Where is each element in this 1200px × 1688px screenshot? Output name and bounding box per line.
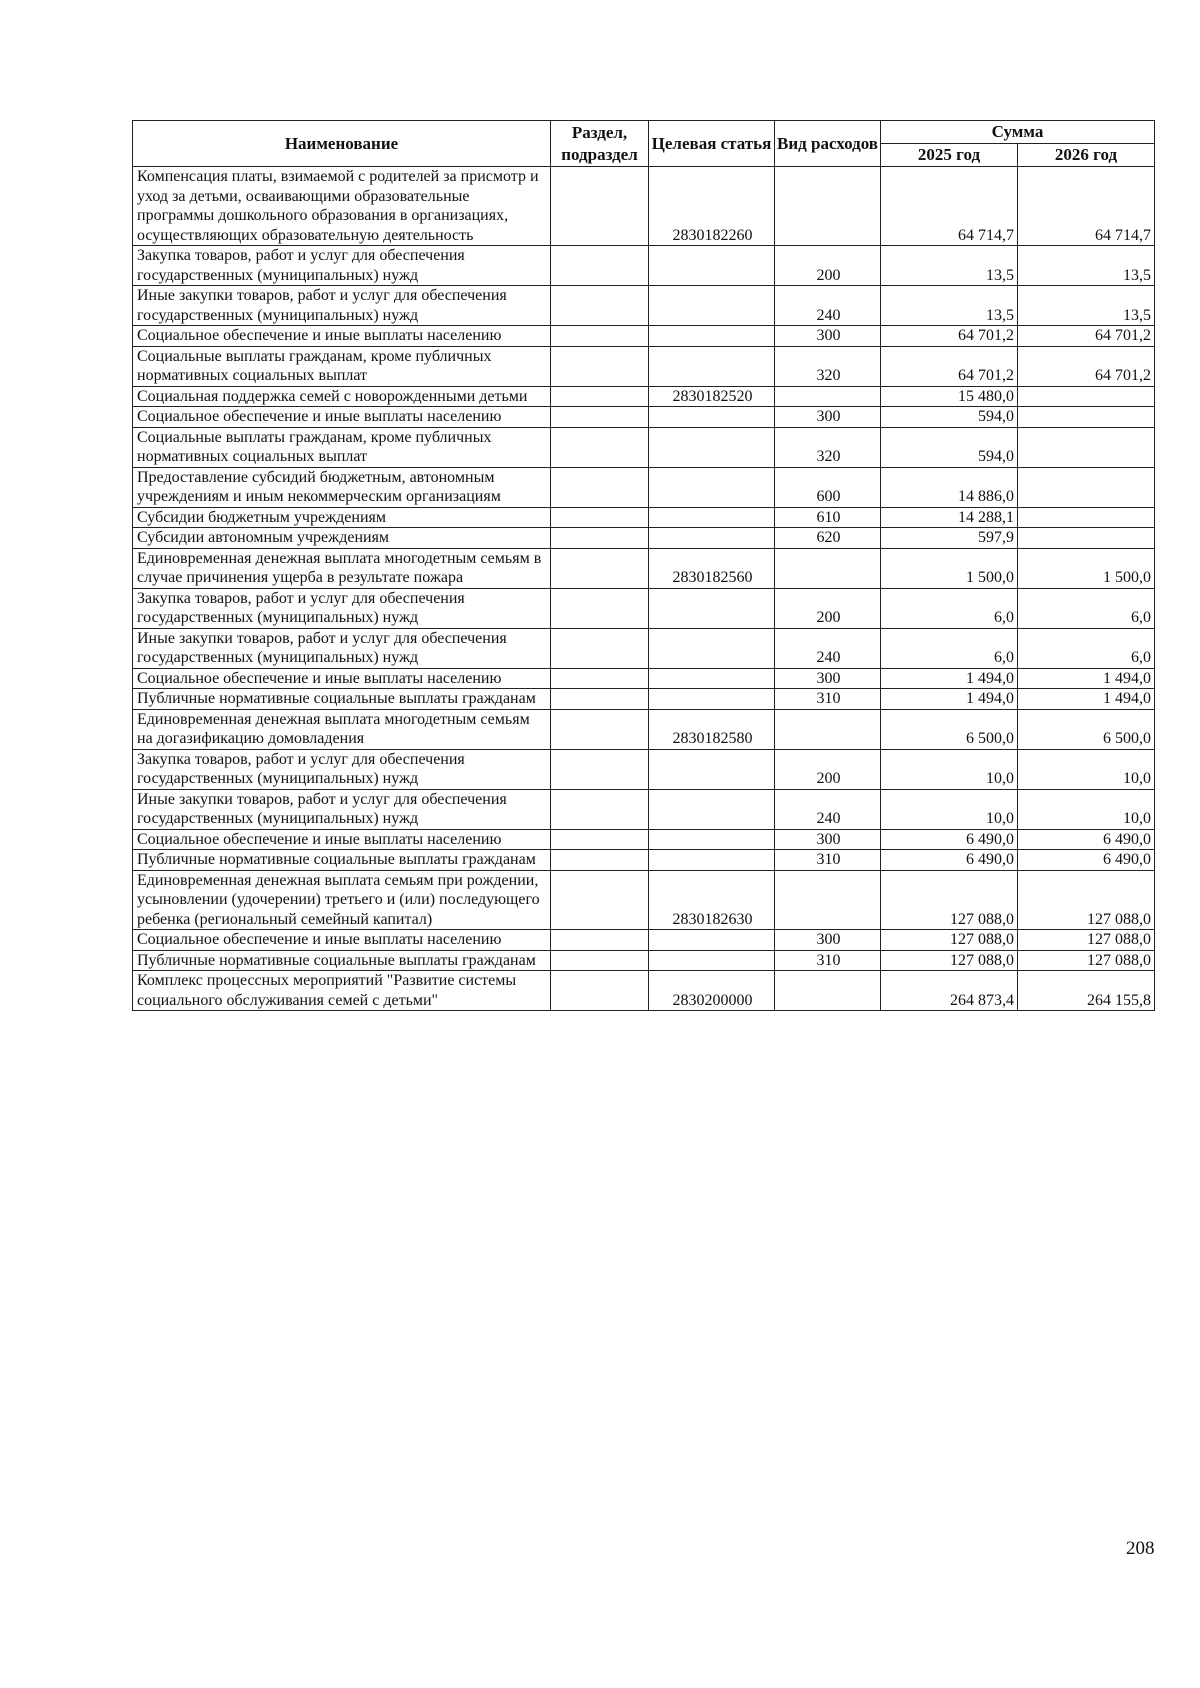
- table-row: [133, 386, 1155, 407]
- cell-2025: 127 088,0: [881, 950, 1018, 971]
- cell-name: Социальная поддержка семей с новорожденными детьми: [133, 386, 551, 407]
- cell-2025: 13,5: [881, 246, 1018, 286]
- cell-2026: 6 490,0: [1018, 829, 1155, 850]
- cell-target: [649, 689, 775, 710]
- cell-2025: 597,9: [881, 528, 1018, 549]
- cell-target: [649, 850, 775, 871]
- cell-expense-type: 600: [775, 467, 881, 507]
- cell-name: Комплекс процессных мероприятий "Развитие системы социального обслуживания семей с детьми": [133, 971, 551, 1011]
- page-number: 208: [1126, 1538, 1155, 1559]
- cell-expense-type: 240: [775, 628, 881, 668]
- table-row: [133, 507, 1155, 528]
- cell-section: [551, 548, 649, 588]
- cell-target: [649, 326, 775, 347]
- cell-section: [551, 528, 649, 549]
- table-row: [133, 246, 1155, 286]
- cell-target: [649, 528, 775, 549]
- cell-name: Социальное обеспечение и иные выплаты населению: [133, 930, 551, 951]
- cell-section: [551, 870, 649, 930]
- cell-section: [551, 407, 649, 428]
- cell-name: Социальные выплаты гражданам, кроме публичных нормативных социальных выплат: [133, 427, 551, 467]
- cell-expense-type: 300: [775, 407, 881, 428]
- cell-2026: 127 088,0: [1018, 950, 1155, 971]
- budget-table: [132, 120, 1155, 1011]
- table-row: [133, 829, 1155, 850]
- cell-2026: 6,0: [1018, 588, 1155, 628]
- cell-section: [551, 286, 649, 326]
- cell-2026: [1018, 427, 1155, 467]
- cell-target: [649, 286, 775, 326]
- cell-target: [649, 749, 775, 789]
- cell-expense-type: [775, 548, 881, 588]
- cell-2025: 127 088,0: [881, 870, 1018, 930]
- cell-name: Субсидии бюджетным учреждениям: [133, 507, 551, 528]
- cell-name: Публичные нормативные социальные выплаты гражданам: [133, 950, 551, 971]
- cell-name: Публичные нормативные социальные выплаты гражданам: [133, 689, 551, 710]
- table-row: [133, 628, 1155, 668]
- cell-name: Иные закупки товаров, работ и услуг для обеспечения государственных (муниципальных) нужд: [133, 286, 551, 326]
- table-row: [133, 689, 1155, 710]
- cell-2026: 6 490,0: [1018, 850, 1155, 871]
- cell-2025: 6 490,0: [881, 829, 1018, 850]
- cell-expense-type: [775, 709, 881, 749]
- cell-section: [551, 427, 649, 467]
- cell-target: 2830182560: [649, 548, 775, 588]
- cell-section: [551, 709, 649, 749]
- cell-2025: 10,0: [881, 749, 1018, 789]
- header-sum: Сумма: [881, 121, 1155, 144]
- cell-target: [649, 507, 775, 528]
- cell-target: [649, 467, 775, 507]
- cell-expense-type: 200: [775, 588, 881, 628]
- cell-section: [551, 167, 649, 246]
- cell-expense-type: [775, 971, 881, 1011]
- table-row: [133, 467, 1155, 507]
- cell-target: [649, 950, 775, 971]
- cell-2025: 6,0: [881, 628, 1018, 668]
- cell-expense-type: 300: [775, 326, 881, 347]
- cell-2025: 1 500,0: [881, 548, 1018, 588]
- cell-target: [649, 346, 775, 386]
- cell-name: Закупка товаров, работ и услуг для обеспечения государственных (муниципальных) нужд: [133, 749, 551, 789]
- cell-expense-type: 300: [775, 668, 881, 689]
- cell-target: [649, 930, 775, 951]
- table-row: [133, 167, 1155, 246]
- cell-2026: 64 701,2: [1018, 326, 1155, 347]
- cell-name: Социальное обеспечение и иные выплаты населению: [133, 829, 551, 850]
- cell-target: 2830200000: [649, 971, 775, 1011]
- cell-2025: 64 701,2: [881, 346, 1018, 386]
- cell-expense-type: 310: [775, 950, 881, 971]
- table-row: [133, 286, 1155, 326]
- cell-target: 2830182580: [649, 709, 775, 749]
- cell-name: Единовременная денежная выплата многодетным семьям на догазификацию домовладения: [133, 709, 551, 749]
- table-row: [133, 548, 1155, 588]
- cell-section: [551, 930, 649, 951]
- cell-expense-type: 240: [775, 789, 881, 829]
- cell-target: 2830182630: [649, 870, 775, 930]
- table-row: [133, 971, 1155, 1011]
- cell-expense-type: 320: [775, 427, 881, 467]
- cell-expense-type: 310: [775, 850, 881, 871]
- header-section: Раздел, подраздел: [551, 121, 649, 167]
- cell-2026: 13,5: [1018, 246, 1155, 286]
- cell-name: Иные закупки товаров, работ и услуг для обеспечения государственных (муниципальных) нужд: [133, 789, 551, 829]
- cell-name: Субсидии автономным учреждениям: [133, 528, 551, 549]
- table-row: [133, 709, 1155, 749]
- cell-name: Иные закупки товаров, работ и услуг для обеспечения государственных (муниципальных) нужд: [133, 628, 551, 668]
- cell-2025: 1 494,0: [881, 689, 1018, 710]
- cell-expense-type: 320: [775, 346, 881, 386]
- cell-2026: 13,5: [1018, 286, 1155, 326]
- cell-2026: 1 494,0: [1018, 668, 1155, 689]
- cell-2025: 14 288,1: [881, 507, 1018, 528]
- cell-section: [551, 971, 649, 1011]
- cell-expense-type: 620: [775, 528, 881, 549]
- cell-2025: 594,0: [881, 427, 1018, 467]
- cell-name: Социальное обеспечение и иные выплаты населению: [133, 326, 551, 347]
- table-row: [133, 668, 1155, 689]
- cell-expense-type: 200: [775, 246, 881, 286]
- cell-name: Компенсация платы, взимаемой с родителей за присмотр и уход за детьми, осваивающими образовательные программы дошкольного образования в организациях, осуществляющих образовательную деятельность: [133, 167, 551, 246]
- cell-target: 2830182520: [649, 386, 775, 407]
- cell-2026: [1018, 528, 1155, 549]
- cell-target: [649, 246, 775, 286]
- cell-section: [551, 789, 649, 829]
- cell-name: Закупка товаров, работ и услуг для обеспечения государственных (муниципальных) нужд: [133, 246, 551, 286]
- cell-2025: 10,0: [881, 789, 1018, 829]
- cell-2026: [1018, 386, 1155, 407]
- header-year-2025: 2025 год: [881, 144, 1018, 167]
- cell-section: [551, 689, 649, 710]
- header-expense-type: Вид расходов: [775, 121, 881, 167]
- table-row: [133, 407, 1155, 428]
- cell-target: [649, 628, 775, 668]
- cell-2025: 6 490,0: [881, 850, 1018, 871]
- header-target: Целевая статья: [649, 121, 775, 167]
- cell-target: [649, 668, 775, 689]
- cell-target: [649, 588, 775, 628]
- cell-name: Социальное обеспечение и иные выплаты населению: [133, 668, 551, 689]
- cell-expense-type: 300: [775, 829, 881, 850]
- cell-2026: 10,0: [1018, 789, 1155, 829]
- cell-section: [551, 749, 649, 789]
- cell-name: Закупка товаров, работ и услуг для обеспечения государственных (муниципальных) нужд: [133, 588, 551, 628]
- cell-expense-type: 300: [775, 930, 881, 951]
- table-row: [133, 528, 1155, 549]
- cell-target: [649, 789, 775, 829]
- cell-2026: 1 494,0: [1018, 689, 1155, 710]
- cell-2026: 127 088,0: [1018, 930, 1155, 951]
- table-row: [133, 950, 1155, 971]
- cell-expense-type: 610: [775, 507, 881, 528]
- cell-section: [551, 326, 649, 347]
- cell-2025: 127 088,0: [881, 930, 1018, 951]
- cell-section: [551, 386, 649, 407]
- header-name: Наименование: [133, 121, 551, 167]
- table-row: [133, 870, 1155, 930]
- cell-2025: 64 714,7: [881, 167, 1018, 246]
- cell-2025: 1 494,0: [881, 668, 1018, 689]
- cell-2025: 15 480,0: [881, 386, 1018, 407]
- cell-target: 2830182260: [649, 167, 775, 246]
- cell-section: [551, 507, 649, 528]
- table-row: [133, 346, 1155, 386]
- cell-section: [551, 588, 649, 628]
- cell-section: [551, 829, 649, 850]
- table-row: [133, 749, 1155, 789]
- table-row: [133, 588, 1155, 628]
- table-body: [133, 167, 1155, 1011]
- cell-2026: 264 155,8: [1018, 971, 1155, 1011]
- table-row: [133, 850, 1155, 871]
- cell-2025: 594,0: [881, 407, 1018, 428]
- cell-2026: [1018, 467, 1155, 507]
- cell-2026: 6,0: [1018, 628, 1155, 668]
- table-row: [133, 326, 1155, 347]
- cell-expense-type: 200: [775, 749, 881, 789]
- cell-2026: 10,0: [1018, 749, 1155, 789]
- cell-2025: 13,5: [881, 286, 1018, 326]
- table-row: [133, 789, 1155, 829]
- cell-expense-type: 310: [775, 689, 881, 710]
- cell-2026: 64 701,2: [1018, 346, 1155, 386]
- cell-2025: 6 500,0: [881, 709, 1018, 749]
- cell-expense-type: [775, 386, 881, 407]
- cell-2025: 6,0: [881, 588, 1018, 628]
- cell-name: Единовременная денежная выплата многодетным семьям в случае причинения ущерба в результате пожара: [133, 548, 551, 588]
- table-row: [133, 427, 1155, 467]
- cell-section: [551, 628, 649, 668]
- cell-name: Публичные нормативные социальные выплаты гражданам: [133, 850, 551, 871]
- cell-2026: [1018, 407, 1155, 428]
- table-row: [133, 930, 1155, 951]
- cell-section: [551, 950, 649, 971]
- cell-name: Социальное обеспечение и иные выплаты населению: [133, 407, 551, 428]
- cell-2025: 64 701,2: [881, 326, 1018, 347]
- cell-2025: 14 886,0: [881, 467, 1018, 507]
- cell-target: [649, 829, 775, 850]
- cell-target: [649, 407, 775, 428]
- cell-expense-type: 240: [775, 286, 881, 326]
- cell-2026: 1 500,0: [1018, 548, 1155, 588]
- cell-section: [551, 467, 649, 507]
- cell-name: Единовременная денежная выплата семьям при рождении, усыновлении (удочерении) третьего и (или) последующего ребенка (региональный семейный капитал): [133, 870, 551, 930]
- cell-section: [551, 346, 649, 386]
- cell-2026: 127 088,0: [1018, 870, 1155, 930]
- cell-section: [551, 246, 649, 286]
- cell-expense-type: [775, 167, 881, 246]
- cell-2026: 6 500,0: [1018, 709, 1155, 749]
- cell-section: [551, 668, 649, 689]
- cell-2025: 264 873,4: [881, 971, 1018, 1011]
- cell-section: [551, 850, 649, 871]
- table-header: [133, 121, 1155, 167]
- cell-name: Социальные выплаты гражданам, кроме публичных нормативных социальных выплат: [133, 346, 551, 386]
- cell-name: Предоставление субсидий бюджетным, автономным учреждениям и иным некоммерческим организациям: [133, 467, 551, 507]
- cell-expense-type: [775, 870, 881, 930]
- cell-2026: 64 714,7: [1018, 167, 1155, 246]
- cell-target: [649, 427, 775, 467]
- header-year-2026: 2026 год: [1018, 144, 1155, 167]
- cell-2026: [1018, 507, 1155, 528]
